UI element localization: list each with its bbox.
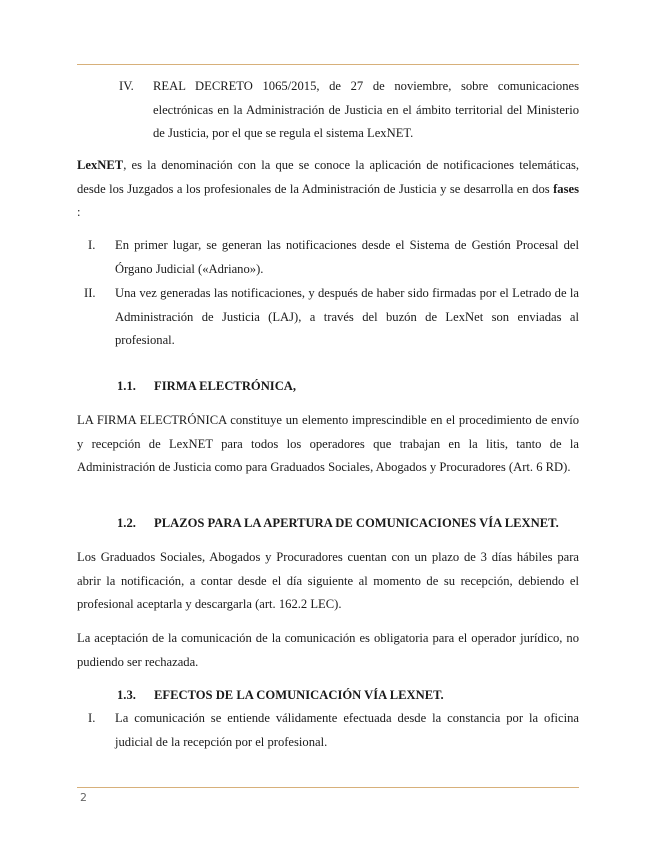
- section-number: 1.1.: [117, 379, 136, 393]
- section-title: FIRMA ELECTRÓNICA,: [154, 379, 297, 393]
- list-item-number: I.: [88, 238, 96, 252]
- section-title: EFECTOS DE LA COMUNICACIÓN VÍA LEXNET.: [154, 688, 444, 702]
- list-item-i: [88, 234, 579, 282]
- section-1-2-body: Los Graduados Sociales, Abogados y Procuradores cuentan con un plazo de 3 días hábiles para abrir la notificación, a contar desde el día siguiente al momento de su recepción, debiendo el profesional aceptarla y descargarla (art. 162.2 LEC).: [77, 550, 579, 611]
- section-1-2-note: La aceptación de la comunicación de la comunicación es obligatoria para el operador jurídico, no pudiendo ser rechazada.: [77, 631, 579, 669]
- list-item-iv: [119, 75, 579, 147]
- list-item-number: II.: [84, 286, 96, 300]
- fases-term: fases: [553, 181, 579, 196]
- section-1-1-body: LA FIRMA ELECTRÓNICA constituye un elemento imprescindible en el procedimiento de envío y recepción de LexNET para todos los operadores que trabajan en la litis, tanto de la Administración de Justicia como para Graduados Sociales, Abogados y Procuradores (Art. 6 RD).: [77, 413, 579, 474]
- header-rule: [77, 64, 579, 65]
- page-number: 2: [80, 791, 87, 804]
- intro-text-end: :: [77, 205, 81, 219]
- intro-paragraph: [77, 154, 579, 225]
- list-item-number: IV.: [119, 79, 134, 93]
- footer-rule: [77, 787, 579, 788]
- lexnet-term: LexNET: [77, 158, 124, 172]
- list-item-text: La comunicación se entiende válidamente efectuada desde la constancia por la oficina judicial de la recepción por el profesional.: [115, 711, 579, 749]
- list-item-text: REAL DECRETO 1065/2015, de 27 de noviembre, sobre comunicaciones electrónicas en la Administración de Justicia en el ámbito territorial del Ministerio de Justicia, por el que se regula el sistema LexNET.: [153, 79, 579, 140]
- section-title: PLAZOS PARA LA APERTURA DE COMUNICACIONES VÍA LEXNET.: [154, 516, 559, 530]
- list-item-ii: [84, 282, 579, 354]
- list-item-number: I.: [88, 711, 96, 725]
- list-item-text: Una vez generadas las notificaciones, y después de haber sido firmadas por el Letrado de la Administración de Justicia (LAJ), a través del buzón de LexNet son enviadas al profesional.: [115, 286, 579, 347]
- section-number: 1.2.: [117, 516, 136, 530]
- section-number: 1.3.: [117, 688, 136, 702]
- list-item-text: En primer lugar, se generan las notificaciones desde el Sistema de Gestión Procesal del Órgano Judicial («Adriano»).: [115, 238, 579, 276]
- intro-text: , es la denominación con la que se conoce la aplicación de notificaciones telemáticas, desde los Juzgados a los profesionales de la Administración de Justicia y se desarrolla en dos: [77, 158, 579, 196]
- list-item-i: [88, 707, 579, 755]
